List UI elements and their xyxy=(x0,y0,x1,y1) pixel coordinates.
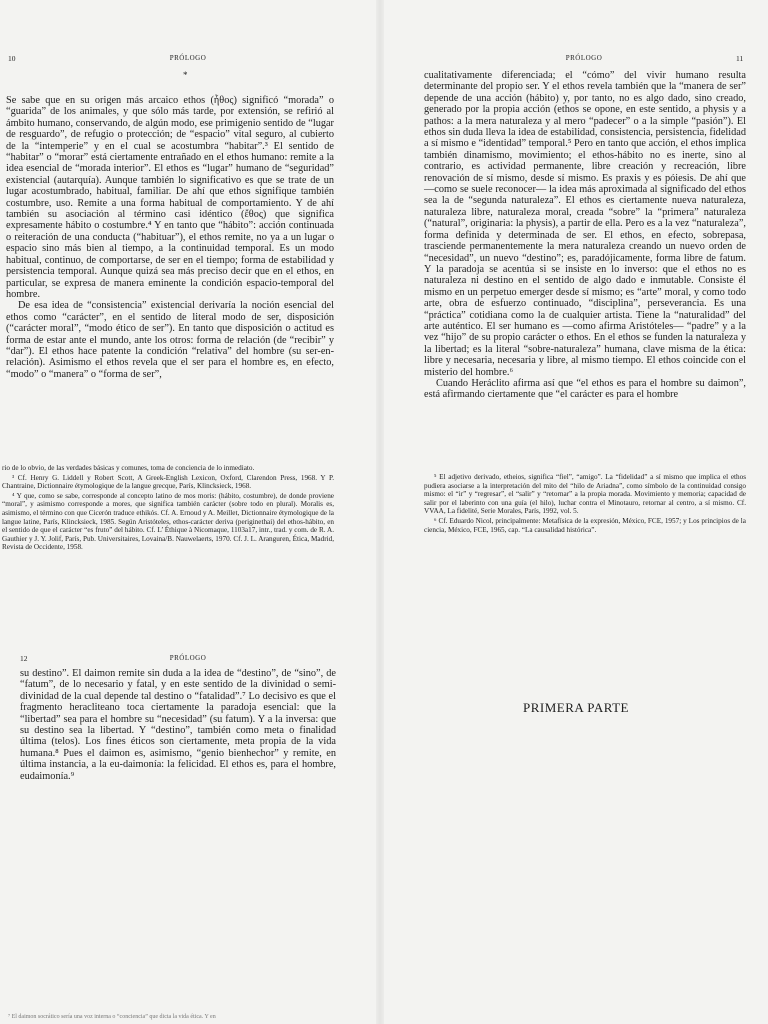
body-text xyxy=(20,668,336,782)
footnotes xyxy=(2,464,334,553)
paragraph: cualitativamente diferenciada; el “cómo” del vivir humano resulta determinante del propio ser. Y el ethos revela también que la “manera de ser” depende de una acción (hábito) y, por tanto, no es algo dado, sino creado, generado por la propia acción (ethos se opone, en este sentido, a physis y a pathos: a la mera naturaleza y al mero “padecer” o a la simple “pasión”). El ethos sin duda lleva la idea de estabilidad, consistencia, persistencia, fidelidad a sí mismo e “identidad” temporal.⁵ Pero en tanto que acción, el ethos implica también dinamismo, movimiento; el ethos-hábito no es inerte, sino al contrario, es actividad permanente, libre creación y recreación, libre renovación de sí mismo, desde sí mismo. Es praxis y es póiesis. De ahí que —como se suele reconocer— la idea más aproximada al significado del ethos sea la de “segunda naturaleza”. El ethos es ciertamente nueva naturaleza, naturaleza libre, naturaleza moral, creada “sobre” la “primera” naturaleza (“natural”, originaria: la physis), a partir de ella. Pero es a la vez “naturaleza”, forma definida y determinada de ser. El ethos, en efecto, sobrepasa, trasciende permanentemente la mera naturaleza creando un nuevo orden de “necesidad”, un nuevo “destino”; es, paradójicamente, forma libre de fatum. Y la paradoja se acentúa si se insiste en lo inverso: que el ethos no es naturaleza ni destino en el sentido de algo dado e inmutable. Consiste él mismo en un perpetuo emerger desde sí mismo; es “arte” moral, y como todo arte, obra de esfuerzo continuado, “disciplina”, perseverancia. Es una “práctica” cotidiana como la de cualquier artista. Tiene la “naturalidad” del arte auténtico. El ser humano es —como afirma Aristóteles— “padre” y a la vez “hijo” de su propio carácter o ethos. En el ethos se funden la naturaleza y la libertad; es la literal “sobre-naturaleza” humana, clave misma de la ética: libre y necesaria, necesaria y libre, al mismo tiempo. El ethos coincide con el misterio del hombre.⁶ xyxy=(424,70,746,378)
cut-off-footnote: ⁷ El daimon socrático sería una voz interna o “conciencia” que dicta la vida ética. Y en xyxy=(8,1014,216,1020)
page-number: 11 xyxy=(736,54,744,63)
part-title: PRIMERA PARTE xyxy=(522,700,630,715)
book-gutter xyxy=(376,0,384,1024)
part-title-page xyxy=(384,640,768,1024)
footnote: ³ Cf. Henry G. Liddell y Robert Scott, A Greek-English Lexicon, Oxford, Clarendon Press, 1968. Y P. Chantraine, Dictionnaire étymologique de la langue grecque, París, Klincksieck, 1968. xyxy=(2,473,334,491)
page-12 xyxy=(0,640,376,1024)
paragraph: De esa idea de “consistencia” existencial derivaría la noción esencial del ethos como “carácter”, en el sentido de literal modo de ser, disposición (“carácter moral”, “modo ético de ser”). En tanto que disposición o actitud es forma de estar ante el mundo, ante los otros: forma de relación (de “recibir” y “dar”). El ethos hace patente la condición “relativa” del hombre (su ser-en-relación). Asimismo el ethos revela que el ser para el hombre es, en efecto, “modo” o “manera” o “forma de ser”, xyxy=(6,300,334,380)
footnote: ⁵ El adjetivo derivado, etheios, significa “fiel”, “amigo”. La “fidelidad” a sí mismo que implica el ethos pudiera asociarse a la interpretación del mito del “hilo de Ariadna”, como símbolo de la continuidad consigo mismo: el “ir” y “regresar”, el “salir” y “retornar” a la propia morada. Movimiento y memoria; capacidad de salir por el laberinto con una guía (el hilo), luchar contra el Minotauro, retornar al centro, a sí mismo. Cf. VVAA, La fidelité, Serie Morales, París, 1992, vol. 5. xyxy=(424,473,746,516)
body-text xyxy=(6,95,334,380)
footnote: ⁶ Cf. Eduardo Nicol, principalmente: Metafísica de la expresión, México, FCE, 1957; y Los principios de la ciencia, México, FCE, 1965, cap. “La causalidad histórica”. xyxy=(424,516,746,534)
page-11 xyxy=(384,40,768,590)
footnote: rio de lo obvio, de las verdades básicas y comunes, toma de conciencia de lo inmediato. xyxy=(2,464,255,472)
paragraph: Cuando Heráclito afirma así que “el ethos es para el hombre su daimon”, está afirmando ciertamente que “el carácter es para el hombre xyxy=(424,377,746,401)
page-10 xyxy=(0,40,376,590)
paragraph: Se sabe que en su origen más arcaico ethos (ἦθος) significó “morada” o “guarida” de los animales, y que sólo más tarde, por extensión, se refirió al ámbito humano, conservando, de algún modo, ese primigenio sentido de “lugar de resguardo”, de refugio o protección; de “espacio” vital seguro, al cubierto de la “intemperie” y en el cual se acostumbra “habitar”.³ El sentido de “habitar” o “morar” está ciertamente entrañado en el ethos humano: remite a la idea esencial de “morada interior”. El ethos es “lugar” humano de “seguridad” existencial (autarquía). Aunque también lo significativo es que se trate de un lugar acostumbrado, habitual, familiar. De ahí que ethos signifique también costumbre, uso. Remite a una forma habitual de comportamiento. Y de ahí también su asociación al término casi idéntico (ἔθος) que significa expresamente hábito o costumbre.⁴ Y en tanto que “hábito”: acción continuada o reiteración de una conducta (“habituar”), el ethos remite, no ya a un lugar o espacio sino más bien al tiempo, a la continuidad temporal. Es un modo habitual, continuo, de comportarse, de ser en el tiempo; forma de estabilidad y persistencia temporal. Aunque quizá sea más preciso decir que en el ethos, en particular, se expresa de manera eminente la condición espacio-temporal del hombre. xyxy=(6,95,334,300)
page-number: 10 xyxy=(8,54,16,63)
body-text xyxy=(424,70,746,401)
paragraph: su destino”. El daimon remite sin duda a la idea de “destino”, de “sino”, de “fatum”, de lo necesario y fatal, y en este sentido de la divinidad o semi-divinidad de la cual depende tal destino o “fatalidad”.⁷ Lo decisivo es que el fragmento heracliteano toca ciertamente la paradoja esencial: que la “libertad” sea para el hombre su “necesidad” (su fatum). Y a la inversa: que su destino sea la libertad. Y “destino”, también como meta o finalidad última (telos). Los fines éticos son ciertamente, meta propia de la vida humana.⁸ Pues el daimon es, asimismo, “genio bienhechor” y remite, en última instancia, a la eu-daimonía: la felicidad. El ethos es, para el hombre, eudaimonía.⁹ xyxy=(20,668,336,782)
running-header: PRÓLOGO xyxy=(565,54,603,62)
page-number: 12 xyxy=(20,654,28,663)
footnotes xyxy=(424,473,746,535)
running-header: PRÓLOGO xyxy=(169,654,207,662)
section-asterisk: * xyxy=(183,70,188,80)
running-header: PRÓLOGO xyxy=(169,54,207,62)
footnote: ⁴ Y que, como se sabe, corresponde al concepto latino de mos moris: (hábito, costumbre), de donde proviene “moral”, y asimismo corresponde a mores, que significa también carácter (sobre todo en plural). Moralis es, asimismo, el término con que Cicerón traduce ethikós. Cf. A. Ernoud y A. Meillet, Dictionnaire étymologique de la langue latine, París, Klincksieck, 1985. Según Aristóteles, ethos-carácter deriva (periginethai) del ethos-hábito, en el sentido de que el carácter “es fruto” del hábito. Cf. L’ Éthique à Nicomaque, 1103a17, intr., trad. y com. de R. A. Gauthier y J. Y. Jolif, París, Pub. Universitaires, Lovaina/B. Nauwelaerts, 1970. Cf. J. L. Aranguren, Ética, Madrid, Revista de Occidente, 1958. xyxy=(2,491,334,552)
